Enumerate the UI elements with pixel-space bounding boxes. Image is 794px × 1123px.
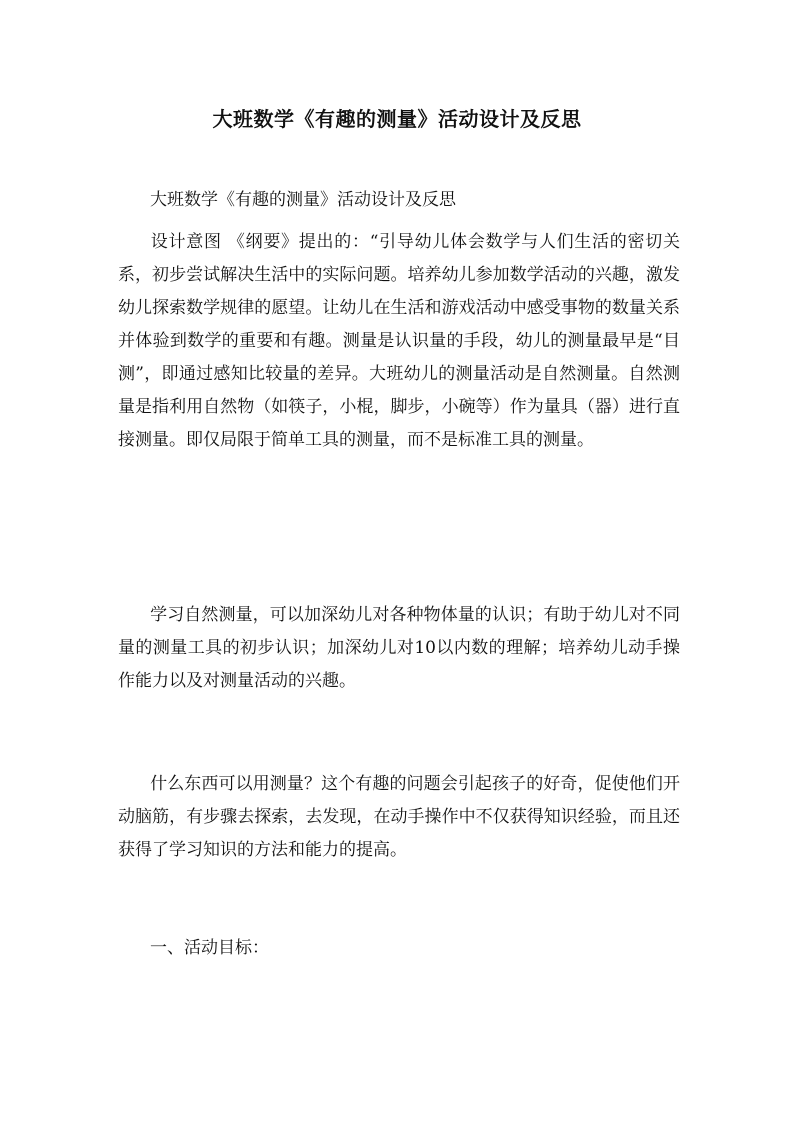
paragraph-text: 设计意图 《纲要》提出的：“引导幼儿体会数学与人们生活的密切关系，初步尝试解决生活中的实际问题。培养幼儿参加数学活动的兴趣，激发幼儿探索数学规律的愿望。让幼儿在生活和游戏活动中感受事物的数量关系并体验到数学的重要和有趣。测量是认识量的手段，幼儿的测量最早是“目测”，即通过感知比较量的差异。大班幼儿的测量活动是自然测量。自然测量是指利用自然物（如筷子，小棍，脚步，小碗等）作为量具（器）进行直接测量。即仅局限于简单工具的测量，而不是标准工具的测量。 xyxy=(118,232,680,450)
section-heading-text: 一、活动目标： xyxy=(150,938,269,958)
paragraph-design-intent xyxy=(118,226,680,457)
subtitle-text: 大班数学《有趣的测量》活动设计及反思 xyxy=(150,190,456,210)
document-title: 大班数学《有趣的测量》活动设计及反思 xyxy=(212,107,582,131)
document-subtitle xyxy=(118,184,680,217)
paragraph-learning xyxy=(118,599,680,698)
paragraph-curiosity xyxy=(118,768,680,867)
section-heading-goals xyxy=(118,932,680,965)
paragraph-text: 什么东西可以用测量？这个有趣的问题会引起孩子的好奇，促使他们开动脑筋，有步骤去探索，去发现，在动手操作中不仅获得知识经验，而且还获得了学习知识的方法和能力的提高。 xyxy=(118,774,680,860)
paragraph-text: 学习自然测量，可以加深幼儿对各种物体量的认识；有助于幼儿对不同量的测量工具的初步认识；加深幼儿对10以内数的理解；培养幼儿动手操作能力以及对测量活动的兴趣。 xyxy=(118,605,680,691)
